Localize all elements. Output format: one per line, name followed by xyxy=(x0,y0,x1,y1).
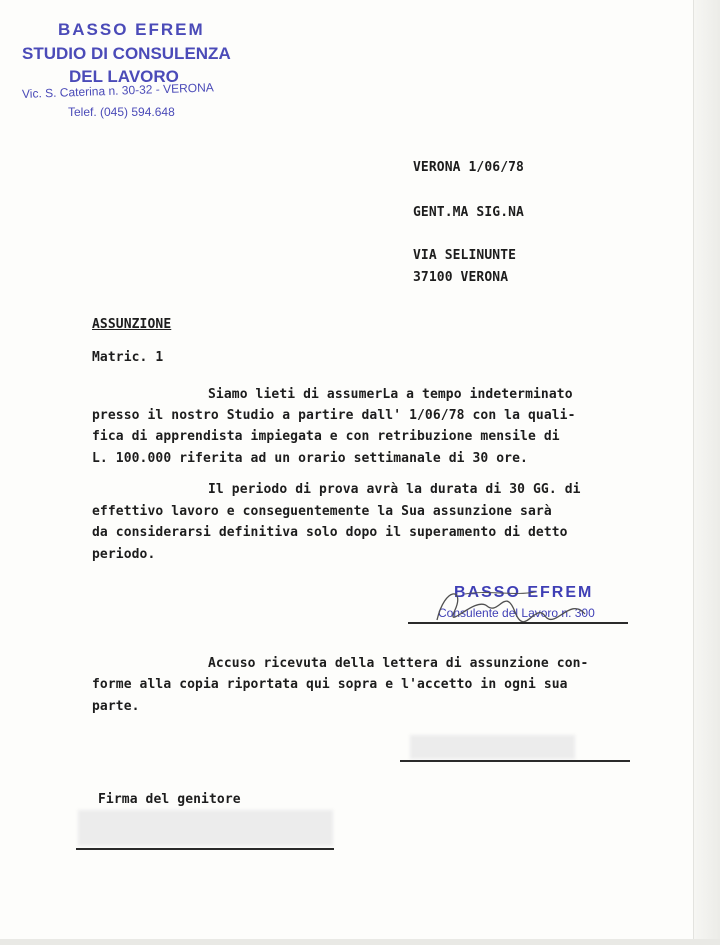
body-line: periodo. xyxy=(92,547,156,562)
redacted-parent-signature xyxy=(78,810,333,846)
body-line: parte. xyxy=(92,699,140,714)
paper-edge xyxy=(693,0,720,945)
body-line: presso il nostro Studio a partire dall' 1/06/78 con la quali- xyxy=(92,408,576,423)
recipient-street: VIA SELINUNTE xyxy=(413,248,517,263)
signature-stamp-name: BASSO EFREM xyxy=(454,584,594,601)
body-line: forme alla copia riportata qui sopra e l'accetto in ogni sua xyxy=(92,677,568,692)
body-line: da considerarsi definitiva solo dopo il superamento di detto xyxy=(92,525,568,540)
paper-bottom-edge xyxy=(0,939,720,945)
body-line: fica di apprendista impiegata e con retribuzione mensile di xyxy=(92,429,560,444)
letter-date: VERONA 1/06/78 xyxy=(413,160,524,175)
handwritten-signature xyxy=(425,576,595,636)
body-line: L. 100.000 riferita ad un orario settimanale di 30 ore. xyxy=(92,451,528,466)
parent-signature-line xyxy=(76,848,334,850)
letterhead-address: Vic. S. Caterina n. 30-32 - VERONA xyxy=(21,80,214,101)
letterhead-phone: Telef. (045) 594.648 xyxy=(68,105,175,119)
signature-line xyxy=(408,622,628,624)
letterhead-name: BASSO EFREM xyxy=(58,20,205,39)
redacted-signature xyxy=(410,735,575,759)
subject-heading: ASSUNZIONE xyxy=(92,317,172,332)
body-line: Il periodo di prova avrà la durata di 30 GG. di xyxy=(208,482,581,497)
recipient-city: 37100 VERONA xyxy=(413,270,509,285)
body-line: effettivo lavoro e conseguentemente la Sua assunzione sarà xyxy=(92,504,552,519)
letterhead-line3: DEL LAVORO xyxy=(69,67,179,86)
signature-stamp-title: Consulente del Lavoro n. 300 xyxy=(438,606,595,620)
matric-number: Matric. 1 xyxy=(92,350,164,365)
acceptance-signature-line xyxy=(400,760,630,762)
body-line: Accuso ricevuta della lettera di assunzione con- xyxy=(208,656,589,671)
recipient-salutation: GENT.MA SIG.NA xyxy=(413,205,524,220)
parent-signature-label: Firma del genitore xyxy=(98,792,241,807)
letterhead-line2: STUDIO DI CONSULENZA xyxy=(22,44,231,63)
body-line: Siamo lieti di assumerLa a tempo indeterminato xyxy=(208,387,573,402)
